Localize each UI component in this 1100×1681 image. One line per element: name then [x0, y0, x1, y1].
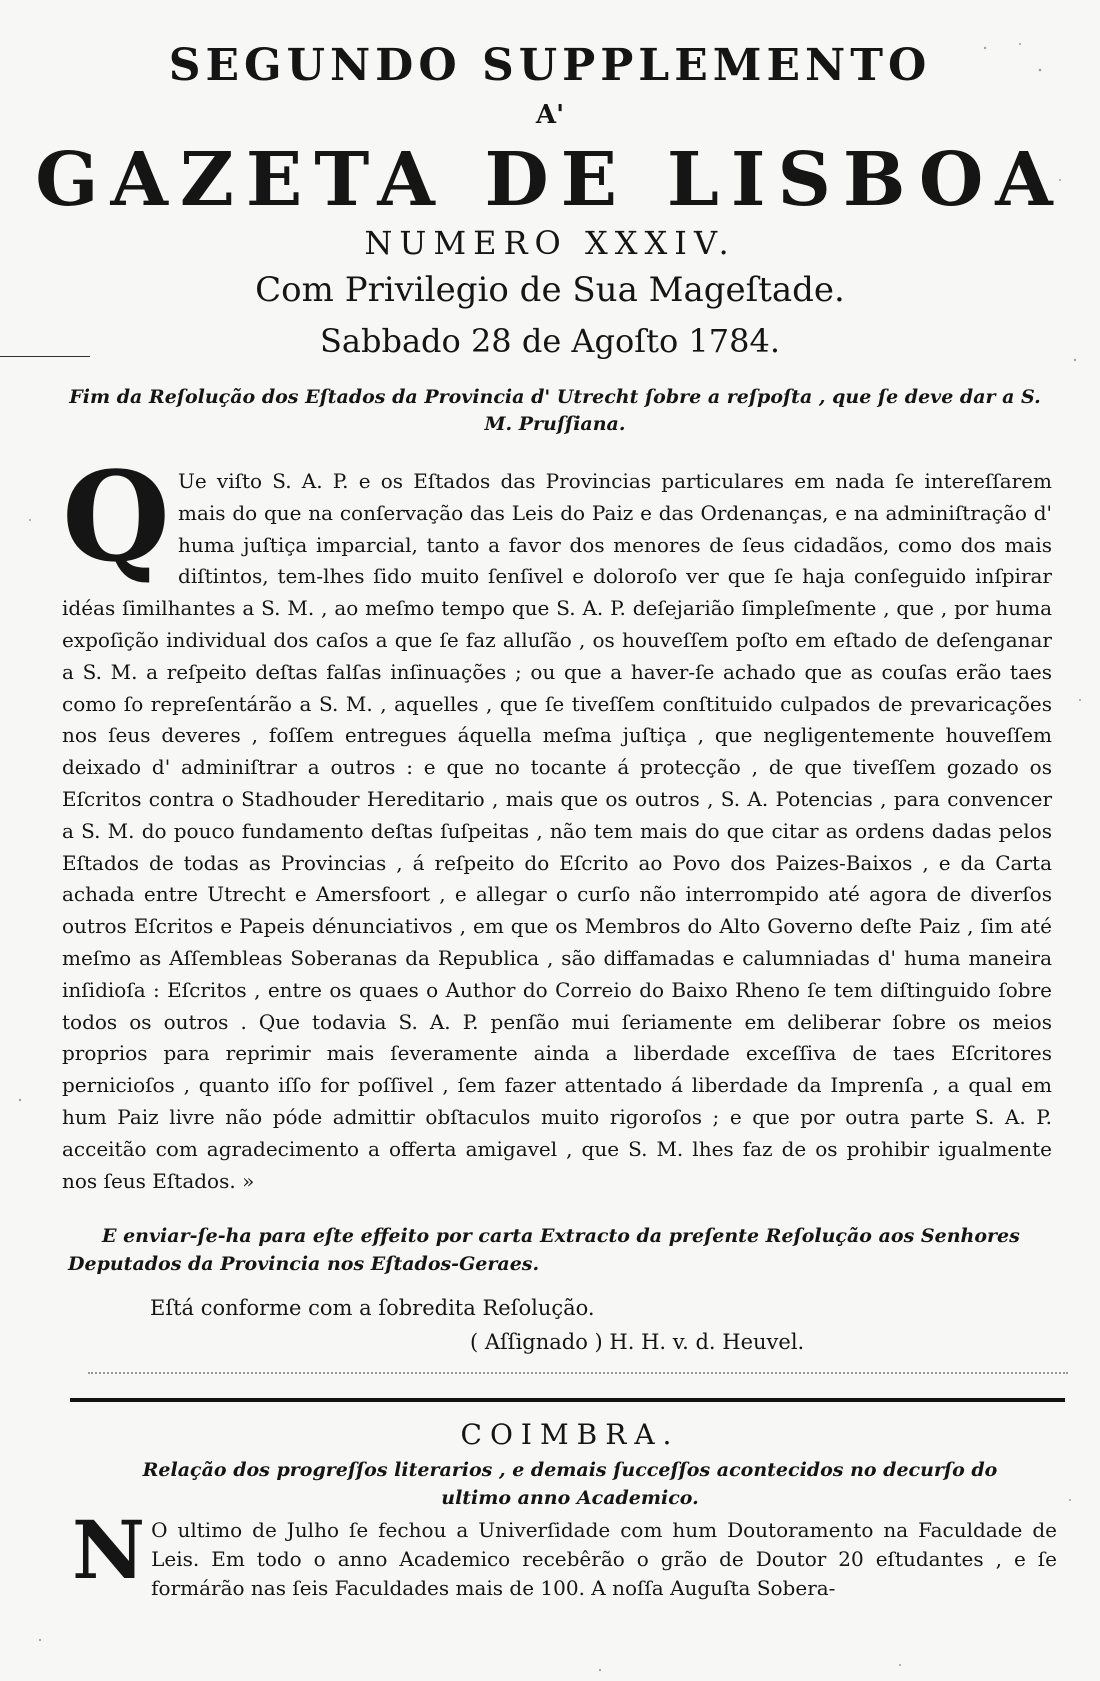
- masthead-date: Sabbado 28 de Agoſto 1784.: [319, 322, 781, 360]
- drop-cap-q: Q: [62, 445, 171, 590]
- italic-note: E enviar-ſe-ha para eſte effeito por carta Extracto da preſente Reſolução aos Senhores Deputados da Provincia nos Eſtados-Geraes.: [68, 1225, 1020, 1275]
- masthead-privilege: Com Privilegio de Sua Mageſtade.: [255, 270, 845, 310]
- masthead-supplement: SEGUNDO SUPPLEMENTO: [168, 40, 932, 91]
- signature-line: ( Aſſignado ) H. H. v. d. Heuvel.: [470, 1330, 805, 1354]
- masthead-gazette-title: GAZETA DE LISBOA: [35, 137, 1065, 223]
- city-heading-coimbra: COIMBRA.: [460, 1418, 680, 1451]
- conforme-line: Eſtá conforme com a ſobredita Reſolução.: [150, 1296, 595, 1320]
- section-heading-coimbra: Relação dos progreſſos literarios , e demais ſucceſſos acontecidos no decurſo do ultimo anno Academico.: [142, 1459, 998, 1509]
- masthead-issue-number: NUMERO XXXIV.: [364, 224, 736, 262]
- article-text-utrecht: Ue viſto S. A. P. e os Eſtados das Provincias particulares em nada ſe intereſſarem mais do que na conſervação das Leis do Paiz e das Ordenanças, e na adminiſtração d' huma juſtiça imparcial, tanto a favor dos menores de ſeus cidadãos, como dos mais diſtintos, tem-lhes ſido muito ſenſivel e doloroſo ver que ſe haja conſeguido inſpirar idéas ſimilhantes a S. M. , ao meſmo tempo que S. A. P. deſejarião ſimpleſmente , que , por huma expoſição individual dos caſos a que ſe faz alluſão , os houveſſem poſto em eſtado de deſenganar a S. M. a reſpeito deſtas falſas inſinuações ; ou que a haver-ſe achado que as couſas erão taes como ſo repreſentárão a S. M. , aquelles , que ſe tiveſſem conſtituido culpados de prevaricações nos ſeus deveres , foſſem entregues áquella meſma juſtiça , que negligentemente houveſſem deixado d' adminiſtrar a outros : e que no tocante á protecção , de que tiveſſem gozado os Eſcritos contra o Stadhouder Hereditario , mais que os outros , S. A. Potencias , para convencer a S. M. do pouco fundamento deſtas ſuſpeitas , não tem mais do que citar as ordens dadas pelos Eſtados de todas as Provincias , á reſpeito do Eſcrito ao Povo dos Paizes-Baixos , e da Carta achada entre Utrecht e Amersfoort , e allegar o curſo não interrompido até agora de diverſos outros Eſcritos e Papeis dénunciativos , em que os Membros do Alto Governo deſte Paiz , ſim até meſmo as Aſſembleas Soberanas da Republica , são diffamadas e calumniadas d' huma maneira inſidioſa : Eſcritos , entre os quaes o Author do Correio do Baixo Rheno ſe tem diſtinguido ſobre todos os outros . Que todavia S. A. P. penſão mui ſeriamente em deliberar ſobre os meios proprios para reprimir mais ſeveramente ainda a liberdade exceſſiva de taes Eſcritores pernicioſos , quanto iſſo for poſſivel , ſem fazer attentado á liberdade da Imprenſa , a qual em hum Paiz livre não póde admittir obſtaculos muito rigoroſos ; e que por outra parte S. A. P. acceitão com agradecimento a offerta amigavel , que S. M. lhes faz de os prohibir igualmente nos ſeus Eſtados. »: [62, 469, 1052, 1193]
- drop-cap-n: N: [72, 1503, 146, 1597]
- section-heading-utrecht: Fim da Reſolução dos Eſtados da Provincia d' Utrecht ſobre a reſpoſta , que ſe deve dar a S. M. Pruſſiana.: [69, 386, 1041, 435]
- masthead-a: A': [535, 100, 565, 130]
- article-text-coimbra: O ultimo de Julho ſe fechou a Univerſidade com hum Doutoramento na Faculdade de Leis. Em todo o anno Academico recebêrão o grão de Doutor 20 eſtudantes , e ſe formárão nas ſeis Faculdades mais de 100. A noſſa Auguſta Sobera-: [151, 1518, 1057, 1600]
